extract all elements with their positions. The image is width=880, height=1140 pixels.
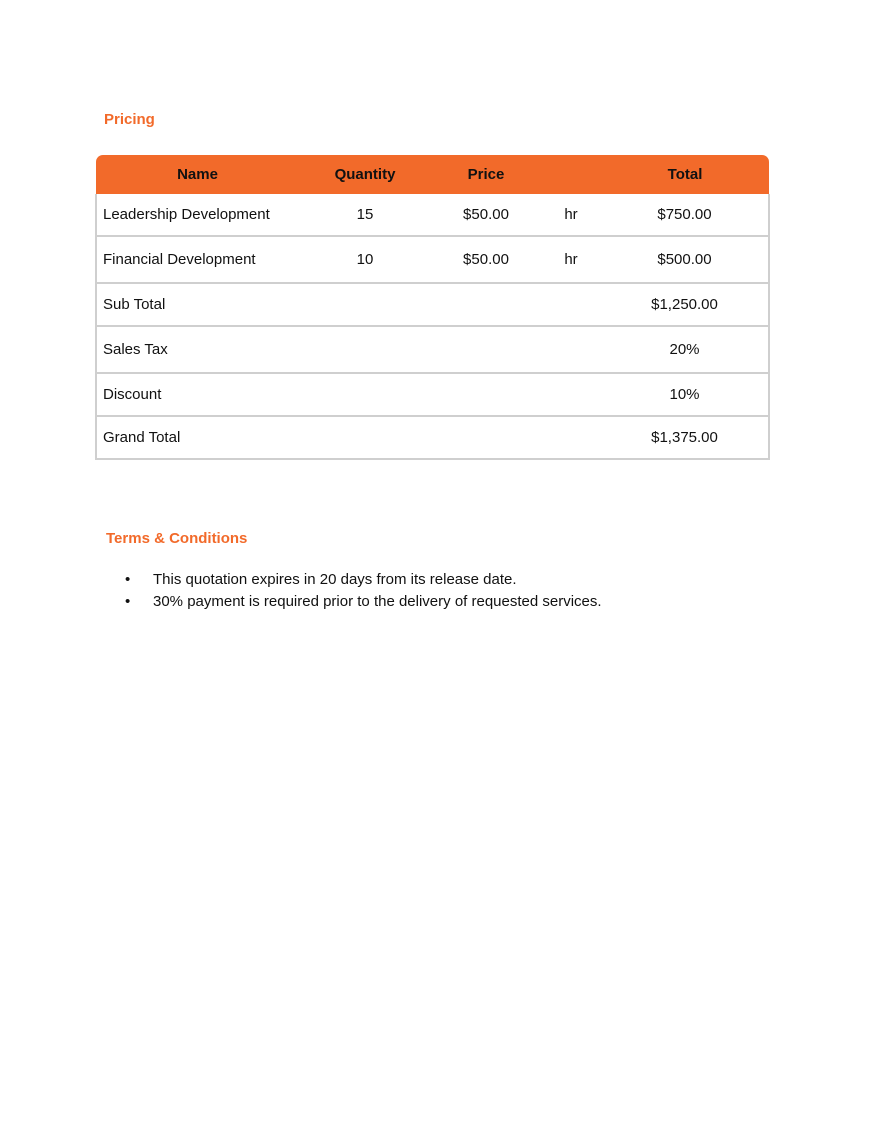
item-price: $50.00 xyxy=(463,206,509,223)
item-total: $500.00 xyxy=(657,251,712,268)
summary-label: Discount xyxy=(103,386,162,403)
item-total: $750.00 xyxy=(657,206,712,223)
summary-value: 10% xyxy=(669,386,700,403)
terms-title: Terms & Conditions xyxy=(106,530,248,547)
summary-row-sales-tax xyxy=(96,326,769,373)
summary-label: Sub Total xyxy=(103,296,166,313)
item-quantity: 15 xyxy=(356,206,374,223)
terms-list xyxy=(125,569,602,613)
pricing-title: Pricing xyxy=(104,111,155,128)
item-unit: hr xyxy=(564,251,578,268)
item-name: Financial Development xyxy=(103,251,256,268)
header-name: Name xyxy=(96,155,299,194)
summary-value: 20% xyxy=(669,341,700,358)
list-item xyxy=(125,569,602,591)
header-price: Price xyxy=(431,155,541,194)
item-unit: hr xyxy=(564,206,578,223)
summary-label: Grand Total xyxy=(103,429,181,446)
bullet-icon: • xyxy=(125,571,131,588)
summary-label: Sales Tax xyxy=(103,341,168,358)
header-unit xyxy=(541,155,601,194)
pricing-header-row xyxy=(96,155,769,194)
summary-value: $1,375.00 xyxy=(651,429,718,446)
summary-row-subtotal xyxy=(96,283,769,326)
summary-row-discount xyxy=(96,373,769,416)
item-quantity: 10 xyxy=(356,251,374,268)
header-quantity: Quantity xyxy=(299,155,431,194)
summary-value: $1,250.00 xyxy=(651,296,718,313)
list-item xyxy=(125,591,602,613)
item-price: $50.00 xyxy=(463,251,509,268)
item-name: Leadership Development xyxy=(103,206,270,223)
term-text: This quotation expires in 20 days from its release date. xyxy=(153,571,517,588)
table-row xyxy=(96,236,769,283)
pricing-table xyxy=(95,155,770,460)
header-total: Total xyxy=(601,155,769,194)
term-text: 30% payment is required prior to the delivery of requested services. xyxy=(153,593,602,610)
table-row xyxy=(96,194,769,236)
summary-row-grand-total xyxy=(96,416,769,459)
bullet-icon: • xyxy=(125,593,131,610)
